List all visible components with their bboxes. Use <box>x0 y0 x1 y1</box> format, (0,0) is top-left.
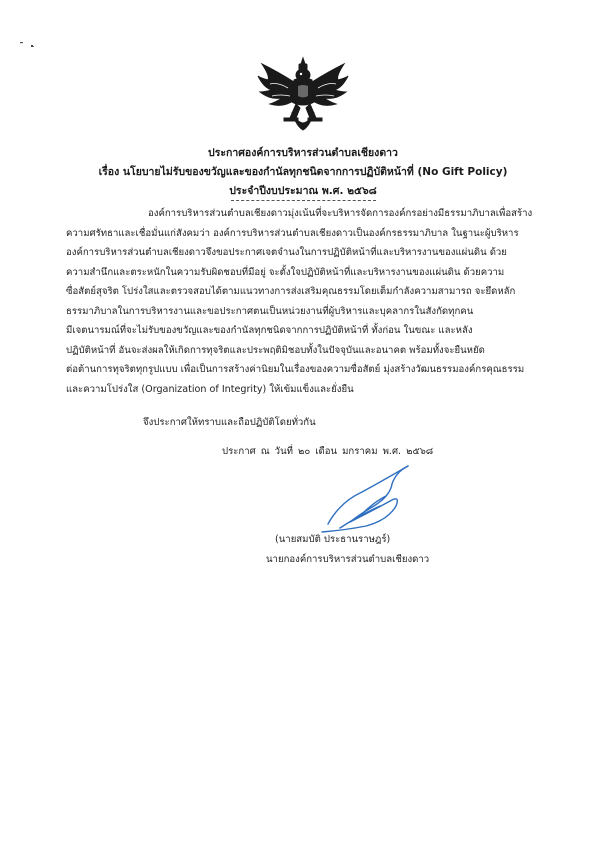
body-line: ความสำนึกและตระหนักในความรับผิดชอบที่มีอยู่ จะตั้งใจปฏิบัติหน้าที่และบริหารงานของแผ่นดิน ด้วยความ <box>66 266 505 278</box>
closing-statement: จึงประกาศให้ทราบและถือปฏิบัติโดยทั่วกัน <box>143 417 316 428</box>
scan-specks <box>20 36 60 50</box>
announcement-date: ประกาศ ณ วันที่ ๒๐ เดือน มกราคม พ.ศ. ๒๕๖๘ <box>222 446 434 457</box>
title-divider <box>231 200 376 201</box>
body-line: ต่อต้านการทุจริตทุกรูปแบบ เพื่อเป็นการสร้างค่านิยมในเรื่องของความซื่อสัตย์ มุ่งสร้างวัฒนธรรมองค์กรคุณธรรม <box>66 364 525 375</box>
garuda-emblem-icon <box>256 56 350 136</box>
body-line: องค์การบริหารส่วนตำบลเชียงดาวจึงขอประกาศเจตจำนงในการปฏิบัติหน้าที่และบริหารงานของแผ่นดิน ด้วย <box>66 247 507 258</box>
handwritten-signature <box>300 462 425 538</box>
body-paragraph <box>66 204 544 399</box>
body-line: ปฏิบัติหน้าที่ อันจะส่งผลให้เกิดการทุจริตและประพฤติมิชอบทั้งในปัจจุบันและอนาคต พร้อมทั้งจะยืนหยัด <box>66 344 485 356</box>
body-line: ซื่อสัตย์สุจริต โปร่งใสและตรวจสอบได้ตามแนวทางการส่งเสริมคุณธรรมโดยเต็มกำลังความสามารถ จะยึดหลัก <box>66 286 516 297</box>
announcement-fiscal-year: ประจำปีงบประมาณ พ.ศ. ๒๕๖๘ <box>229 185 377 197</box>
signatory-name: (นายสมบัติ ประธานราษฎร์) <box>275 534 391 545</box>
signatory-position: นายกองค์การบริหารส่วนตำบลเชียงดาว <box>266 554 430 565</box>
body-line: ความศรัทธาและเชื่อมั่นแก่สังคมว่า องค์การบริหารส่วนตำบลเชียงดาวเป็นองค์กรธรรมาภิบาล ในฐานะผู้บริหาร <box>66 227 519 239</box>
body-line: ธรรมาภิบาลในการบริหารงานและขอประกาศตนเป็นหน่วยงานที่ผู้บริหารและบุคลากรในสังกัดทุกคน <box>66 305 474 317</box>
body-line: และความโปร่งใส (Organization of Integrity) ให้เข้มแข็งและยั่งยืน <box>66 383 354 395</box>
body-line: มีเจตนารมณ์ที่จะไม่รับของขวัญและของกำนัลทุกชนิดจากการปฏิบัติหน้าที่ ทั้งก่อน ในขณะ และหลัง <box>66 325 473 336</box>
announcement-subject: เรื่อง นโยบายไม่รับของขวัญและของกำนัลทุกชนิดจากการปฏิบัติหน้าที่ (No Gift Policy) <box>98 166 508 178</box>
body-line: องค์การบริหารส่วนตำบลเชียงดาวมุ่งเน้นที่จะบริหารจัดการองค์กรอย่างมีธรรมาภิบาลเพื่อสร้าง <box>148 208 533 219</box>
announcement-title: ประกาศองค์การบริหารส่วนตำบลเชียงดาว <box>208 147 398 159</box>
